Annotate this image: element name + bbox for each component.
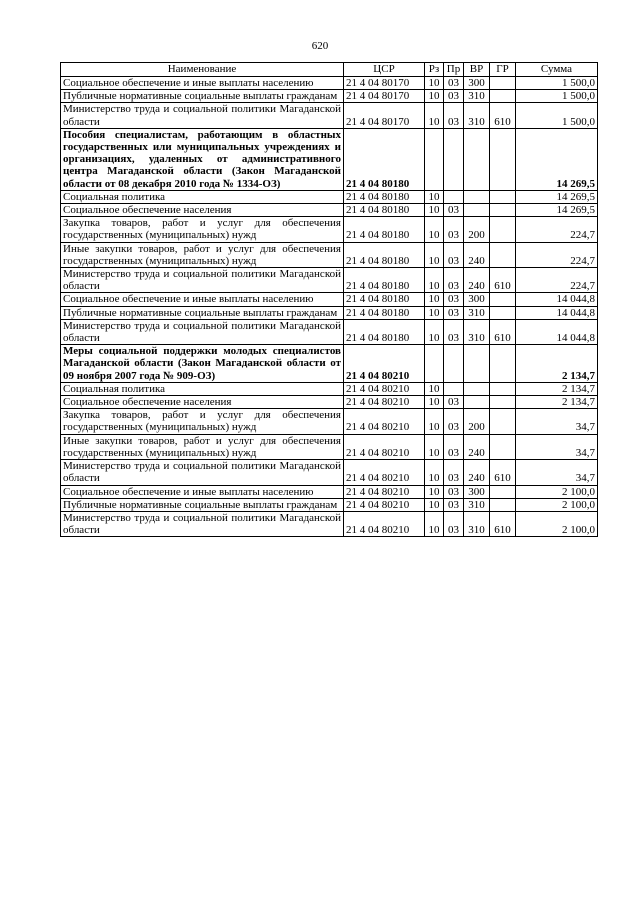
cell-pr: 03 [444, 77, 464, 90]
cell-rz: 10 [425, 409, 444, 434]
cell-pr: 03 [444, 242, 464, 267]
cell-pr: 03 [444, 293, 464, 306]
cell-rz [425, 128, 444, 190]
cell-pr: 03 [444, 90, 464, 103]
cell-sum: 224,7 [516, 268, 598, 293]
cell-csr: 21 4 04 80170 [344, 77, 425, 90]
cell-sum: 224,7 [516, 217, 598, 242]
cell-vr [464, 190, 490, 203]
cell-gr [490, 396, 516, 409]
cell-pr [444, 345, 464, 383]
cell-gr: 610 [490, 460, 516, 485]
cell-name: Меры социальной поддержки молодых специалистов Магаданской области (Закон Магаданской области от 09 ноября 2007 года № 909-ОЗ) [61, 345, 344, 383]
cell-pr [444, 128, 464, 190]
table-row [61, 396, 598, 409]
budget-table [60, 62, 598, 537]
cell-pr: 03 [444, 460, 464, 485]
page-number: 620 [311, 40, 329, 52]
cell-name: Социальное обеспечение населения [61, 396, 344, 409]
cell-sum: 34,7 [516, 409, 598, 434]
cell-name: Министерство труда и социальной политики Магаданской области [61, 103, 344, 128]
cell-pr: 03 [444, 511, 464, 536]
cell-vr [464, 204, 490, 217]
table-row [61, 128, 598, 190]
table-row [61, 485, 598, 498]
cell-pr: 03 [444, 103, 464, 128]
cell-vr: 240 [464, 460, 490, 485]
cell-csr: 21 4 04 80210 [344, 409, 425, 434]
cell-csr: 21 4 04 80180 [344, 319, 425, 344]
cell-vr: 310 [464, 319, 490, 344]
cell-name: Министерство труда и социальной политики Магаданской области [61, 319, 344, 344]
cell-csr: 21 4 04 80210 [344, 511, 425, 536]
cell-csr: 21 4 04 80210 [344, 345, 425, 383]
cell-rz: 10 [425, 268, 444, 293]
cell-pr: 03 [444, 204, 464, 217]
cell-sum: 14 044,8 [516, 306, 598, 319]
cell-sum: 2 100,0 [516, 498, 598, 511]
table-row [61, 103, 598, 128]
cell-gr [490, 498, 516, 511]
cell-rz: 10 [425, 242, 444, 267]
table-row [61, 293, 598, 306]
cell-pr [444, 382, 464, 395]
table-row [61, 382, 598, 395]
header-sum: Сумма [516, 63, 598, 77]
cell-csr: 21 4 04 80210 [344, 396, 425, 409]
cell-rz: 10 [425, 306, 444, 319]
table-row [61, 217, 598, 242]
cell-pr: 03 [444, 217, 464, 242]
cell-gr [490, 345, 516, 383]
cell-name: Публичные нормативные социальные выплаты гражданам [61, 306, 344, 319]
cell-pr: 03 [444, 396, 464, 409]
cell-gr [490, 242, 516, 267]
cell-vr: 310 [464, 103, 490, 128]
cell-gr [490, 77, 516, 90]
cell-vr [464, 345, 490, 383]
table-row [61, 409, 598, 434]
cell-rz: 10 [425, 90, 444, 103]
cell-csr: 21 4 04 80180 [344, 204, 425, 217]
cell-name: Социальная политика [61, 190, 344, 203]
table-row [61, 434, 598, 459]
cell-gr: 610 [490, 319, 516, 344]
cell-csr: 21 4 04 80180 [344, 306, 425, 319]
header-rz: Рз [425, 63, 444, 77]
table-row [61, 190, 598, 203]
table-row [61, 242, 598, 267]
cell-csr: 21 4 04 80210 [344, 434, 425, 459]
cell-pr: 03 [444, 485, 464, 498]
cell-name: Закупка товаров, работ и услуг для обеспечения государственных (муниципальных) нужд [61, 409, 344, 434]
cell-sum: 14 044,8 [516, 319, 598, 344]
header-name: Наименование [61, 63, 344, 77]
cell-gr [490, 90, 516, 103]
cell-name: Закупка товаров, работ и услуг для обеспечения государственных (муниципальных) нужд [61, 217, 344, 242]
cell-rz: 10 [425, 77, 444, 90]
cell-csr: 21 4 04 80210 [344, 485, 425, 498]
cell-csr: 21 4 04 80210 [344, 382, 425, 395]
table-row [61, 460, 598, 485]
cell-gr: 610 [490, 103, 516, 128]
cell-name: Министерство труда и социальной политики Магаданской области [61, 460, 344, 485]
header-pr: Пр [444, 63, 464, 77]
cell-sum: 14 044,8 [516, 293, 598, 306]
cell-rz: 10 [425, 217, 444, 242]
cell-vr: 200 [464, 409, 490, 434]
cell-rz: 10 [425, 434, 444, 459]
cell-name: Иные закупки товаров, работ и услуг для обеспечения государственных (муниципальных) нужд [61, 434, 344, 459]
cell-vr: 300 [464, 293, 490, 306]
cell-csr: 21 4 04 80180 [344, 217, 425, 242]
cell-rz: 10 [425, 204, 444, 217]
table-row [61, 268, 598, 293]
cell-pr: 03 [444, 319, 464, 344]
cell-csr: 21 4 04 80180 [344, 293, 425, 306]
cell-vr [464, 128, 490, 190]
cell-pr: 03 [444, 498, 464, 511]
cell-name: Иные закупки товаров, работ и услуг для обеспечения государственных (муниципальных) нужд [61, 242, 344, 267]
cell-name: Социальное обеспечение и иные выплаты населению [61, 77, 344, 90]
cell-sum: 2 100,0 [516, 511, 598, 536]
cell-gr [490, 409, 516, 434]
cell-rz: 10 [425, 396, 444, 409]
cell-sum: 224,7 [516, 242, 598, 267]
cell-rz: 10 [425, 382, 444, 395]
cell-rz [425, 345, 444, 383]
cell-csr: 21 4 04 80170 [344, 103, 425, 128]
cell-rz: 10 [425, 460, 444, 485]
table-body [61, 77, 598, 537]
cell-csr: 21 4 04 80180 [344, 268, 425, 293]
cell-vr: 200 [464, 217, 490, 242]
cell-rz: 10 [425, 190, 444, 203]
cell-gr [490, 434, 516, 459]
cell-gr [490, 217, 516, 242]
cell-name: Социальное обеспечение населения [61, 204, 344, 217]
cell-name: Социальное обеспечение и иные выплаты населению [61, 485, 344, 498]
cell-gr: 610 [490, 268, 516, 293]
cell-gr [490, 128, 516, 190]
table-row [61, 306, 598, 319]
cell-rz: 10 [425, 293, 444, 306]
cell-gr [490, 293, 516, 306]
cell-name: Пособия специалистам, работающим в областных государственных или муниципальных учреждениях и организациях, удаленных от административного центра Магаданской области (Закон Магаданской области от 08 декабря 2010 года № 1334-ОЗ) [61, 128, 344, 190]
cell-vr: 310 [464, 511, 490, 536]
cell-name: Социальная политика [61, 382, 344, 395]
table-row [61, 204, 598, 217]
cell-name: Социальное обеспечение и иные выплаты населению [61, 293, 344, 306]
cell-sum: 34,7 [516, 460, 598, 485]
cell-name: Публичные нормативные социальные выплаты гражданам [61, 90, 344, 103]
cell-sum: 14 269,5 [516, 190, 598, 203]
header-gr: ГР [490, 63, 516, 77]
cell-csr: 21 4 04 80180 [344, 242, 425, 267]
cell-rz: 10 [425, 103, 444, 128]
cell-pr: 03 [444, 434, 464, 459]
cell-vr [464, 382, 490, 395]
cell-sum: 2 134,7 [516, 345, 598, 383]
cell-sum: 2 134,7 [516, 382, 598, 395]
cell-rz: 10 [425, 319, 444, 344]
table-header-row [61, 63, 598, 77]
header-csr: ЦСР [344, 63, 425, 77]
table-row [61, 511, 598, 536]
cell-name: Министерство труда и социальной политики Магаданской области [61, 511, 344, 536]
cell-rz: 10 [425, 498, 444, 511]
cell-vr: 300 [464, 77, 490, 90]
table-row [61, 345, 598, 383]
cell-name: Публичные нормативные социальные выплаты гражданам [61, 498, 344, 511]
cell-pr: 03 [444, 409, 464, 434]
cell-rz: 10 [425, 485, 444, 498]
cell-vr: 310 [464, 498, 490, 511]
table-row [61, 90, 598, 103]
cell-gr [490, 190, 516, 203]
cell-vr [464, 396, 490, 409]
cell-csr: 21 4 04 80170 [344, 90, 425, 103]
cell-csr: 21 4 04 80180 [344, 190, 425, 203]
table-row [61, 319, 598, 344]
cell-gr [490, 204, 516, 217]
cell-gr [490, 485, 516, 498]
table-row [61, 77, 598, 90]
cell-name: Министерство труда и социальной политики Магаданской области [61, 268, 344, 293]
cell-sum: 1 500,0 [516, 90, 598, 103]
cell-gr [490, 306, 516, 319]
cell-sum: 14 269,5 [516, 204, 598, 217]
cell-pr: 03 [444, 306, 464, 319]
cell-pr [444, 190, 464, 203]
table-row [61, 498, 598, 511]
cell-gr [490, 382, 516, 395]
cell-vr: 240 [464, 242, 490, 267]
cell-sum: 1 500,0 [516, 77, 598, 90]
cell-sum: 34,7 [516, 434, 598, 459]
cell-vr: 240 [464, 268, 490, 293]
cell-rz: 10 [425, 511, 444, 536]
cell-sum: 1 500,0 [516, 103, 598, 128]
cell-vr: 310 [464, 306, 490, 319]
cell-csr: 21 4 04 80210 [344, 460, 425, 485]
cell-csr: 21 4 04 80180 [344, 128, 425, 190]
cell-gr: 610 [490, 511, 516, 536]
cell-pr: 03 [444, 268, 464, 293]
cell-csr: 21 4 04 80210 [344, 498, 425, 511]
cell-vr: 300 [464, 485, 490, 498]
cell-sum: 2 134,7 [516, 396, 598, 409]
header-vr: ВР [464, 63, 490, 77]
cell-sum: 14 269,5 [516, 128, 598, 190]
cell-vr: 240 [464, 434, 490, 459]
cell-sum: 2 100,0 [516, 485, 598, 498]
cell-vr: 310 [464, 90, 490, 103]
